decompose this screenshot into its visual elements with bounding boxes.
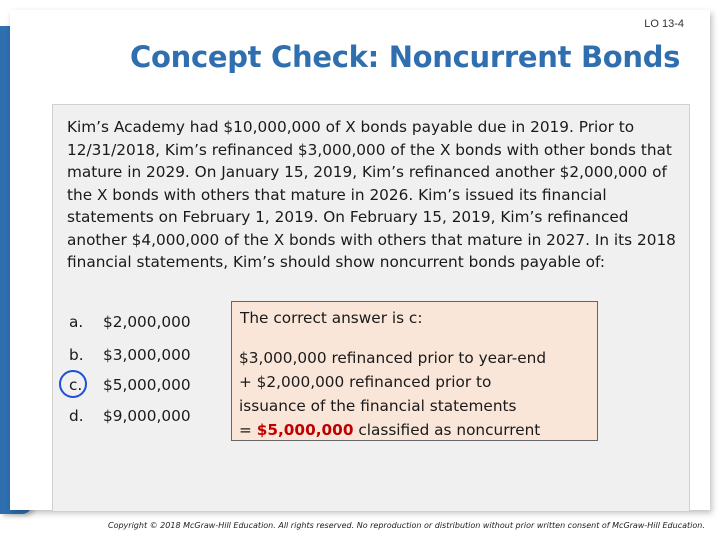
answer-line-2: + $2,000,000 refinanced prior to (239, 373, 492, 391)
correct-answer-circle (59, 370, 87, 398)
answer-line-4-suffix: classified as noncurrent (353, 421, 541, 439)
choice-letter: b. (69, 346, 84, 364)
choice-d (69, 407, 191, 425)
answer-line-4-prefix: = (239, 421, 257, 439)
answer-highlight: $5,000,000 (256, 421, 354, 439)
choice-value: $3,000,000 (103, 346, 191, 364)
lo-tag: LO 13-4 (644, 18, 684, 30)
choice-value: $2,000,000 (103, 313, 191, 331)
answer-line-3: issuance of the financial statements (239, 397, 517, 415)
choice-value: $9,000,000 (103, 407, 191, 425)
content-panel (52, 104, 690, 512)
choice-letter: a. (69, 313, 84, 331)
answer-box (231, 301, 598, 441)
question-text: Kim’s Academy had $10,000,000 of X bonds payable due in 2019. Prior to 12/31/2018, Kim’s refinanced $3,000,000 of the X bonds with other bonds that mature in 2029. On January 15, 2019, Kim’s refinanced another $2,000,000 of the X bonds with others that mature in 2026. Kim’s issued its financial statements on February 1, 2019. On February 15, 2019, Kim’s refinanced another $4,000,000 of the X bonds with others that mature in 2027. In its 2018 financial statements, Kim’s should show noncurrent bonds payable of: (67, 118, 676, 271)
choice-b (69, 346, 191, 364)
answer-line-4 (239, 418, 546, 442)
answer-line-1: $3,000,000 refinanced prior to year-end (239, 349, 547, 367)
answer-explanation (239, 346, 546, 442)
answer-title: The correct answer is c: (240, 309, 423, 327)
choice-letter: d. (69, 407, 84, 425)
choice-value: $5,000,000 (103, 376, 191, 394)
copyright-footer: Copyright © 2018 McGraw-Hill Education. All rights reserved. No reproduction or distribution without prior written consent of McGraw-Hill Education. (108, 521, 705, 530)
slide-title: Concept Check: Noncurrent Bonds (130, 40, 681, 74)
choice-a (69, 313, 191, 331)
choice-c (69, 376, 191, 394)
choice-letter: c. (69, 376, 83, 394)
